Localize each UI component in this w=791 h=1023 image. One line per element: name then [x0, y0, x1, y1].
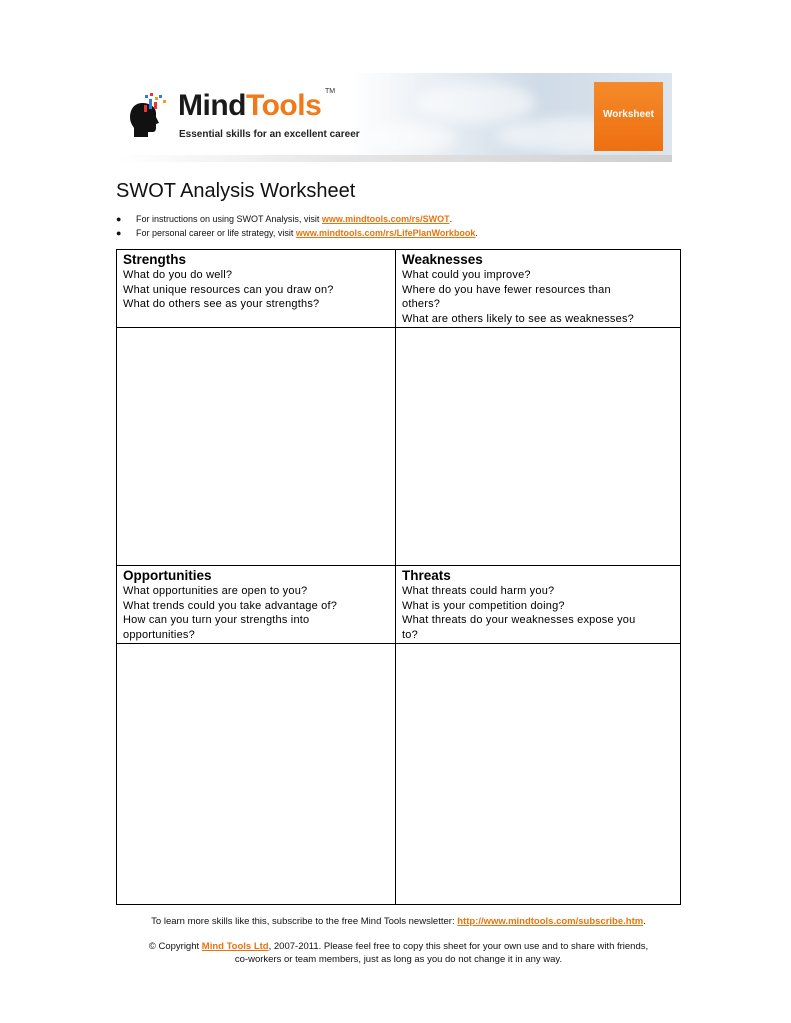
strengths-prompt: What do you do well? [123, 269, 233, 281]
opportunities-header [117, 567, 395, 642]
instruction-item [116, 226, 478, 240]
instruction-text [136, 226, 478, 240]
threats-prompt: What threats could harm you? [402, 585, 555, 597]
header-banner [116, 73, 672, 162]
strengths-prompt: What do others see as your strengths? [123, 298, 320, 310]
threats-answer-area[interactable] [396, 644, 681, 904]
mindtools-ltd-link[interactable]: Mind Tools Ltd [201, 941, 269, 952]
opportunities-title: Opportunities [123, 568, 212, 583]
weaknesses-prompt: Where do you have fewer resources than [402, 283, 611, 296]
mindtools-head-logo-icon [128, 93, 168, 139]
copyright-note [116, 940, 681, 966]
instruction-suffix: . [475, 228, 478, 238]
weaknesses-header [396, 251, 681, 326]
copyright-line2: co-workers or team members, just as long as you do not change it in any way. [234, 954, 563, 965]
opportunities-prompt: What trends could you take advantage of? [123, 599, 338, 612]
threats-prompt: What threats do your weaknesses expose you [402, 614, 636, 626]
opportunities-prompt: What opportunities are open to you? [123, 585, 308, 597]
banner-cloud [366, 123, 456, 153]
weaknesses-answer-area[interactable] [396, 328, 681, 565]
weaknesses-prompt: others? [402, 298, 441, 310]
logo-mind-text: Mind [178, 89, 246, 122]
lifeplan-link[interactable]: www.mindtools.com/rs/LifePlanWorkbook [295, 228, 476, 238]
instruction-label: For instructions on using SWOT Analysis, visit [136, 214, 322, 224]
opportunities-prompt: How can you turn your strengths into [123, 614, 310, 626]
opportunities-answer-area[interactable] [117, 644, 395, 904]
weaknesses-title: Weaknesses [402, 252, 483, 267]
instruction-item [116, 212, 478, 226]
newsletter-text: To learn more skills like this, subscribe to the free Mind Tools newsletter: [151, 916, 458, 927]
opportunities-prompt: opportunities? [123, 628, 195, 641]
bullet-icon: ● [116, 228, 122, 238]
weaknesses-prompt: What could you improve? [402, 269, 531, 281]
copyright-prefix: © Copyright [148, 941, 202, 952]
grid-divider-row2 [117, 565, 680, 566]
newsletter-suffix: . [643, 916, 646, 927]
strengths-header [117, 251, 395, 312]
banner-cloud [416, 83, 536, 123]
worksheet-badge: Worksheet [594, 82, 663, 151]
page-title: SWOT Analysis Worksheet [116, 180, 356, 202]
threats-prompt: What is your competition doing? [402, 599, 565, 612]
logo-tools-text: Tools [245, 89, 322, 122]
tagline: Essential skills for an excellent career [179, 129, 360, 140]
bullet-icon: ● [116, 214, 122, 224]
strengths-prompt: What unique resources can you draw on? [123, 283, 334, 296]
subscribe-link[interactable]: http://www.mindtools.com/subscribe.htm [457, 916, 644, 927]
instruction-label: For personal career or life strategy, visit [136, 228, 296, 238]
mindtools-wordmark [178, 91, 321, 121]
swot-grid [116, 249, 681, 905]
weaknesses-prompt: What are others likely to see as weaknesses? [402, 312, 634, 325]
swot-link[interactable]: www.mindtools.com/rs/SWOT [321, 214, 450, 224]
instruction-list [116, 212, 478, 240]
newsletter-note [116, 916, 681, 927]
threats-prompt: to? [402, 628, 418, 641]
logo-trademark: TM [325, 88, 336, 95]
threats-title: Threats [402, 568, 451, 583]
instruction-suffix: . [449, 214, 453, 224]
strengths-title: Strengths [123, 252, 187, 267]
copyright-text: , 2007-2011. Please feel free to copy this sheet for your own use and to share with friends, [268, 941, 649, 952]
instruction-text [136, 212, 452, 226]
strengths-answer-area[interactable] [117, 328, 395, 565]
threats-header [396, 567, 681, 642]
